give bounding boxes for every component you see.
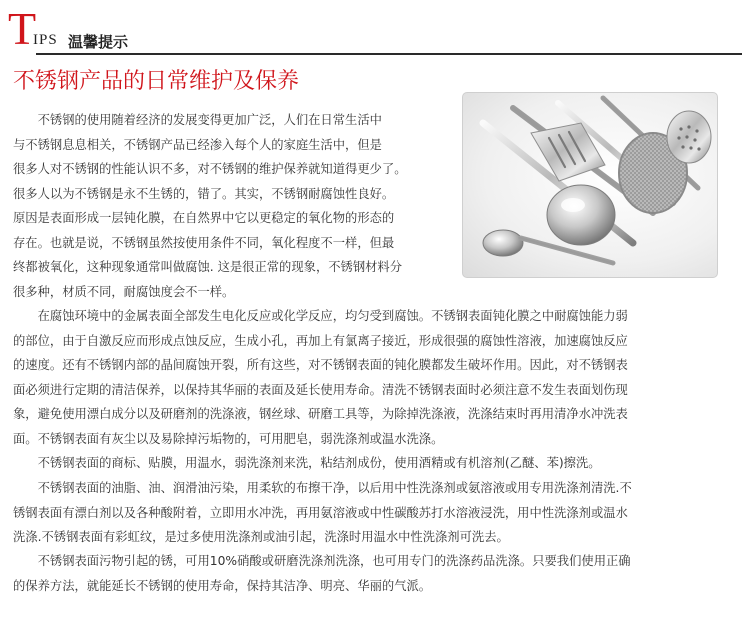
text-line: 终都被氧化，这种现象通常叫做腐蚀. 这是很正常的现象，不锈钢材料分 <box>13 260 403 274</box>
text-line: 不锈钢的使用随着经济的发展变得更加广泛，人们在日常生活中 <box>13 113 382 127</box>
text-line: 的保养方法，就能延长不锈钢的使用寿命，保持其洁净、明亮、华丽的气派。 <box>13 578 432 593</box>
tips-word: IPS <box>33 32 58 48</box>
text-line: 很多人对不锈钢的性能认识不多，对不锈钢的维护保养就知道得更少了。 <box>13 162 407 176</box>
paragraph-corrosion <box>13 304 738 451</box>
text-line: 的速度。还有不锈钢内部的晶间腐蚀开裂，所有这些，对不锈钢表面的钝化膜都发生破坏作用。因此，对不锈钢表 <box>13 358 628 372</box>
text-line: 面必须进行定期的清洁保养，以保持其华丽的表面及延长使用寿命。清洗不锈钢表面时必须注意不发生表面划伤现 <box>13 382 628 397</box>
paragraph-labels <box>13 451 738 476</box>
text-line: 的部位，由于自激反应而形成点蚀反应，生成小孔，再加上有氯离子接近，形成很强的腐蚀性溶液，加速腐蚀反应 <box>13 333 628 348</box>
text-line: 在腐蚀环境中的金属表面全部发生电化反应或化学反应，均匀受到腐蚀。不锈钢表面钝化膜之中耐腐蚀能力弱 <box>13 309 628 323</box>
text-line: 不锈钢表面的商标、贴膜，用温水，弱洗涤剂来洗，粘结剂成份，使用酒精或有机溶剂(乙醚、苯)擦洗。 <box>13 456 601 470</box>
header-divider <box>36 53 742 55</box>
tips-initial-letter: T <box>8 3 37 54</box>
utensils-photo <box>462 92 718 278</box>
paragraph-rust <box>13 549 738 598</box>
text-line: 很多人以为不锈钢是永不生锈的，错了。其实，不锈钢耐腐蚀性良好。 <box>13 186 395 201</box>
text-line: 原因是表面形成一层钝化膜，在自然界中它以更稳定的氧化物的形态的 <box>13 211 395 225</box>
utensils-illustration <box>463 93 717 277</box>
text-line: 面。不锈钢表面有灰尘以及易除掉污垢物的，可用肥皂，弱洗涤剂或温水洗涤。 <box>13 431 444 446</box>
text-line: 洗涤.不锈钢表面有彩虹纹，是过多使用洗涤剂或油引起，洗涤时用温水中性洗涤剂可洗去。 <box>13 530 509 544</box>
tips-header <box>8 3 742 54</box>
text-line: 与不锈钢息息相关，不锈钢产品已经渗入每个人的家庭生活中，但是 <box>13 137 382 152</box>
text-line: 象，避免使用漂白成分以及研磨剂的洗涤液，钢丝球、研磨工具等，为除掉洗涤液，洗涤结束时再用清净水冲洗表 <box>13 407 628 421</box>
paragraph-grease <box>13 476 738 550</box>
page-title: 不锈钢产品的日常维护及保养 <box>13 69 300 94</box>
text-line: 存在。也就是说，不锈钢虽然按使用条件不同，氧化程度不一样，但最 <box>13 235 395 250</box>
text-line: 不锈钢表面污物引起的锈，可用10%硝酸或研磨洗涤剂洗涤，也可用专门的洗涤药品洗涤。只要我们使用正确 <box>13 554 631 568</box>
tips-label: 温馨提示 <box>68 33 129 51</box>
paragraph-intro <box>13 108 458 304</box>
text-line: 锈钢表面有漂白剂以及各种酸附着，立即用水冲洗，再用氨溶液或中性碳酸苏打水溶液浸洗，用中性洗涤剂或温水 <box>13 505 628 520</box>
text-line: 不锈钢表面的油脂、油、润滑油污染，用柔软的布擦干净，以后用中性洗涤剂或氨溶液或用专用洗涤剂清洗.不 <box>13 481 632 495</box>
text-line: 很多种，材质不同，耐腐蚀度会不一样。 <box>13 284 235 299</box>
